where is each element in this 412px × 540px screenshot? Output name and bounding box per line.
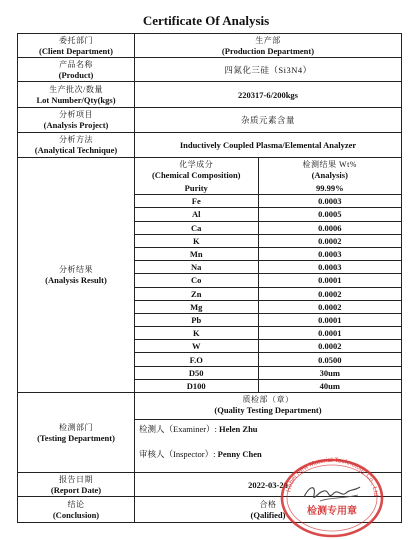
report-date-label-zh: 报告日期 [59, 474, 93, 484]
element-value: 0.0005 [258, 208, 401, 221]
client-row [18, 34, 402, 58]
element-value: 30um [258, 366, 401, 379]
element-name: D50 [135, 366, 258, 379]
product-label-zh: 产品名称 [59, 59, 93, 69]
result-row-item [135, 353, 401, 366]
document-title: Certificate Of Analysis [142, 13, 270, 28]
result-row-item [135, 195, 401, 208]
testing-label-zh: 检测部门 [59, 422, 93, 432]
element-name: Purity [135, 182, 258, 195]
result-row-item [135, 247, 401, 260]
element-value: 0.0001 [258, 327, 401, 340]
element-name: Al [135, 208, 258, 221]
product-label-en: (Product) [58, 69, 94, 80]
result-row-item [135, 313, 401, 326]
lot-label-en: Lot Number/Qty(kgs) [36, 94, 116, 105]
quality-dept-en: (Quality Testing Department) [214, 405, 322, 415]
element-name: Co [135, 274, 258, 287]
client-label-zh: 委托部门 [59, 35, 93, 45]
lot-label-zh: 生产批次/数量 [49, 84, 103, 94]
result-row-item [135, 340, 401, 353]
inspector-name: Penny Chen [217, 449, 262, 459]
element-value: 0.0002 [258, 300, 401, 313]
element-name: Na [135, 261, 258, 274]
project-value: 杂质元素含量 [135, 108, 402, 133]
result-row [18, 158, 402, 393]
analysis-header-en: (Analysis) [311, 170, 348, 180]
quality-dept-zh: 质检部（章） [242, 395, 294, 404]
examiner-label: 检测人（Examiner）: [139, 424, 217, 434]
technique-label-zh: 分析方法 [59, 135, 93, 144]
element-value: 0.0003 [258, 247, 401, 260]
result-row-item [135, 274, 401, 287]
element-name: K [135, 327, 258, 340]
product-row [18, 58, 402, 82]
report-date-value: 2022-03-20 [135, 473, 402, 497]
result-row-item [135, 300, 401, 313]
client-label-en: (Client Department) [39, 45, 113, 56]
certificate-table [17, 33, 402, 523]
element-name: Mn [135, 247, 258, 260]
conclusion-value-zh: 合格 [259, 499, 277, 509]
element-name: K [135, 234, 258, 247]
results-header [135, 158, 401, 182]
element-name: D100 [135, 379, 258, 392]
result-row-item [135, 287, 401, 300]
technique-value: Inductively Coupled Plasma/Elemental Analyzer [135, 133, 402, 158]
results-table [135, 158, 401, 392]
examiner-line [135, 419, 401, 439]
conclusion-value-en: (Qalified) [250, 509, 286, 520]
analysis-header-zh: 检测结果 Wt% [302, 160, 357, 169]
element-value: 0.0001 [258, 313, 401, 326]
composition-header-zh: 化学成分 [179, 160, 214, 169]
result-row-item [135, 379, 401, 392]
element-value: 0.0500 [258, 353, 401, 366]
result-row-item [135, 221, 401, 234]
testing-label-en: (Testing Department) [37, 432, 115, 443]
element-name: F.O [135, 353, 258, 366]
result-row-item [135, 208, 401, 221]
element-name: Pb [135, 313, 258, 326]
technique-label-en: (Analytical Technique) [34, 145, 118, 155]
result-row-item [135, 234, 401, 247]
client-value-en: (Production Department) [221, 45, 315, 56]
result-row-item [135, 261, 401, 274]
element-value: 40um [319, 380, 340, 391]
result-label-en: (Analysis Result) [45, 275, 107, 285]
result-row-item [135, 366, 401, 379]
handwritten-signature [300, 479, 366, 507]
results-body [135, 182, 401, 392]
result-label-zh: 分析结果 [59, 265, 93, 274]
technique-row [18, 133, 402, 158]
element-name: Zn [135, 287, 258, 300]
result-row-item [135, 327, 401, 340]
inspector-label: 审核人（Inspector）: [139, 449, 216, 459]
element-name: Fe [135, 195, 258, 208]
report-date-label-en: (Report Date) [50, 484, 102, 495]
lot-row [18, 82, 402, 108]
element-value: 0.0002 [258, 234, 401, 247]
element-name: Mg [135, 300, 258, 313]
element-value: 0.0006 [258, 221, 401, 234]
lot-value: 220317-6/200kgs [135, 82, 402, 108]
stamp-center-text: 检测专用章 [307, 506, 357, 517]
element-name: Ca [135, 221, 258, 234]
project-label-en: (Analysis Project) [43, 120, 109, 130]
element-value: 0.0002 [258, 340, 401, 353]
client-value-zh: 生产部 [255, 35, 281, 45]
element-value: 0.0003 [258, 195, 401, 208]
element-name: W [135, 340, 258, 353]
stamp-ring-text: Hebei New Material Technology Co., Ltd [285, 456, 380, 497]
element-value: 99.99% [258, 182, 401, 195]
conclusion-label-zh: 结论 [67, 499, 85, 509]
element-value: 0.0001 [258, 274, 401, 287]
element-value: 0.0003 [258, 261, 401, 274]
product-value: 四氮化三硅（Si3N4） [135, 58, 402, 82]
project-row [18, 108, 402, 133]
project-label-zh: 分析项目 [59, 110, 93, 119]
examiner-name: Helen Zhu [219, 424, 258, 434]
composition-header-en: (Chemical Composition) [151, 170, 241, 180]
element-value: 0.0002 [258, 287, 401, 300]
result-row-item [135, 182, 401, 195]
conclusion-label-en: (Conclusion) [52, 509, 100, 520]
